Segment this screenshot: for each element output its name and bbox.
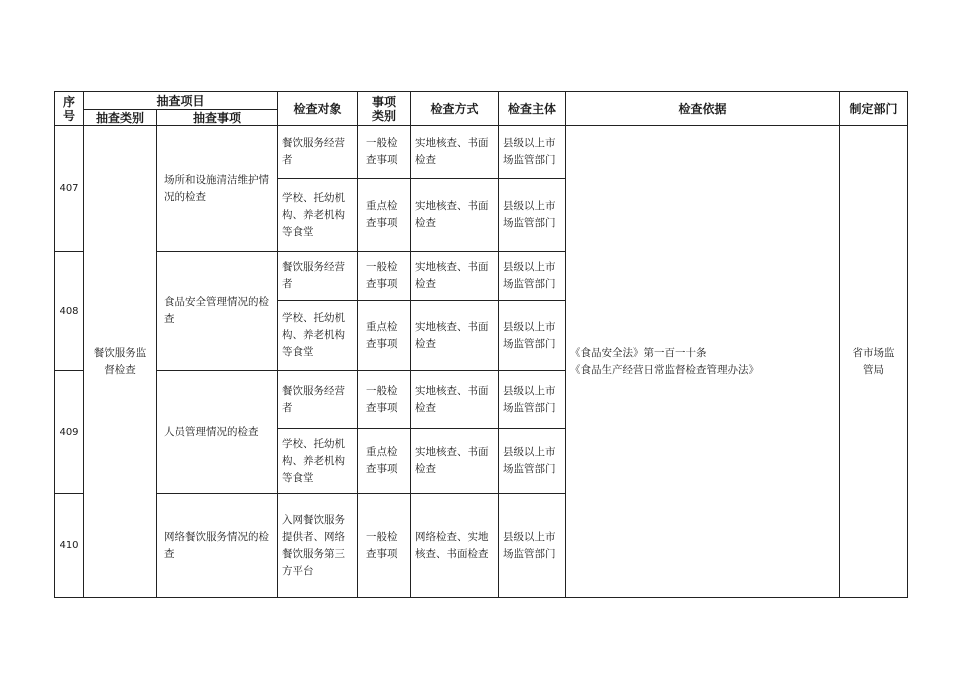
row-number: 410 xyxy=(55,494,84,598)
header-seq: 序号 xyxy=(55,92,84,126)
method-cell: 实地核查、书面检查 xyxy=(411,126,499,179)
matter-cell: 人员管理情况的检查 xyxy=(157,371,278,494)
subject-cell: 县级以上市场监管部门 xyxy=(499,301,566,371)
header-dept: 制定部门 xyxy=(840,92,908,126)
matter-type-cell: 一般检查事项 xyxy=(358,252,411,301)
subject-cell: 县级以上市场监管部门 xyxy=(499,179,566,252)
matter-type-cell: 一般检查事项 xyxy=(358,371,411,429)
header-spot-check-item: 抽查项目 xyxy=(84,92,278,110)
matter-type-cell: 一般检查事项 xyxy=(358,126,411,179)
target-cell: 餐饮服务经营者 xyxy=(278,252,358,301)
header-target: 检查对象 xyxy=(278,92,358,126)
table-row xyxy=(55,126,908,179)
target-cell: 学校、托幼机构、养老机构等食堂 xyxy=(278,429,358,494)
header-basis: 检查依据 xyxy=(566,92,840,126)
matter-cell: 食品安全管理情况的检查 xyxy=(157,252,278,371)
method-cell: 网络检查、实地核查、书面检查 xyxy=(411,494,499,598)
matter-type-cell: 重点检查事项 xyxy=(358,429,411,494)
header-subject: 检查主体 xyxy=(499,92,566,126)
category-cell: 餐饮服务监督检查 xyxy=(84,126,157,598)
header-category: 抽查类别 xyxy=(84,110,157,126)
method-cell: 实地核查、书面检查 xyxy=(411,252,499,301)
header-matter: 抽查事项 xyxy=(157,110,278,126)
matter-type-cell: 重点检查事项 xyxy=(358,179,411,252)
basis-line: 《食品生产经营日常监督检查管理办法》 xyxy=(570,363,760,376)
dept-cell: 省市场监管局 xyxy=(840,126,908,598)
header-matter-type: 事项类别 xyxy=(358,92,411,126)
basis-cell xyxy=(566,126,840,598)
table-body xyxy=(55,126,908,598)
target-cell: 学校、托幼机构、养老机构等食堂 xyxy=(278,301,358,371)
header-method: 检查方式 xyxy=(411,92,499,126)
subject-cell: 县级以上市场监管部门 xyxy=(499,429,566,494)
subject-cell: 县级以上市场监管部门 xyxy=(499,371,566,429)
row-number: 407 xyxy=(55,126,84,252)
method-cell: 实地核查、书面检查 xyxy=(411,429,499,494)
subject-cell: 县级以上市场监管部门 xyxy=(499,126,566,179)
matter-type-cell: 重点检查事项 xyxy=(358,301,411,371)
subject-cell: 县级以上市场监管部门 xyxy=(499,494,566,598)
matter-cell: 网络餐饮服务情况的检查 xyxy=(157,494,278,598)
basis-line: 《食品安全法》第一百一十条 xyxy=(570,346,707,359)
subject-cell: 县级以上市场监管部门 xyxy=(499,252,566,301)
method-cell: 实地核查、书面检查 xyxy=(411,371,499,429)
method-cell: 实地核查、书面检查 xyxy=(411,301,499,371)
target-cell: 入网餐饮服务提供者、网络餐饮服务第三方平台 xyxy=(278,494,358,598)
method-cell: 实地核查、书面检查 xyxy=(411,179,499,252)
row-number: 409 xyxy=(55,371,84,494)
matter-cell: 场所和设施清洁维护情况的检查 xyxy=(157,126,278,252)
row-number: 408 xyxy=(55,252,84,371)
target-cell: 学校、托幼机构、养老机构等食堂 xyxy=(278,179,358,252)
inspection-table xyxy=(54,91,908,598)
target-cell: 餐饮服务经营者 xyxy=(278,371,358,429)
matter-type-cell: 一般检查事项 xyxy=(358,494,411,598)
target-cell: 餐饮服务经营者 xyxy=(278,126,358,179)
table-header xyxy=(55,92,908,126)
